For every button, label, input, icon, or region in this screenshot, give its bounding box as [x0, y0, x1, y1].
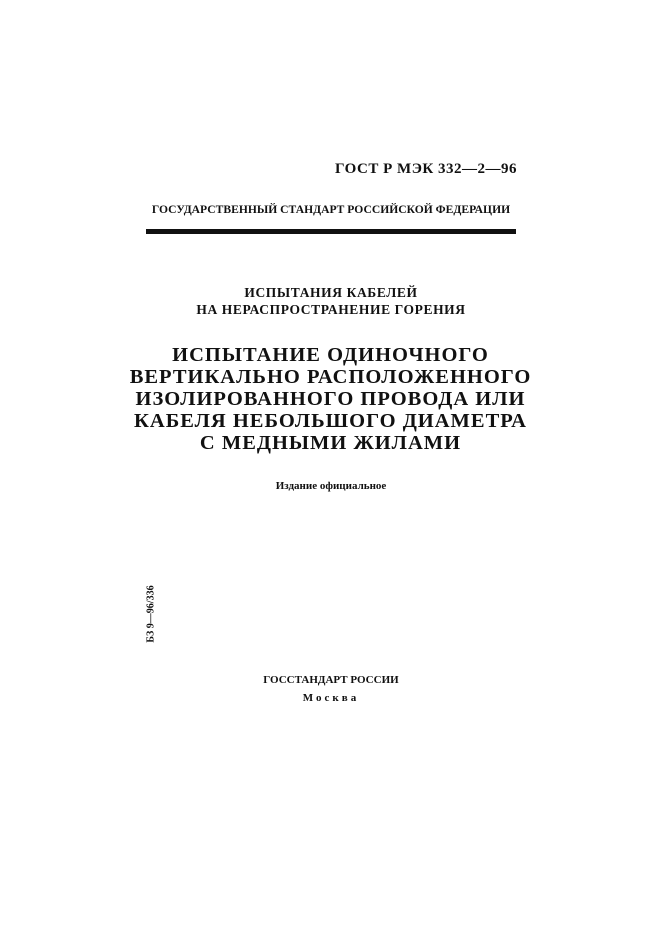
- edition-note: Издание официальное: [275, 480, 387, 492]
- publisher-name: ГОССТАНДАРТ РОССИИ: [263, 674, 399, 686]
- organization-title: ГОСУДАРСТВЕННЫЙ СТАНДАРТ РОССИЙСКОЙ ФЕДЕРАЦИИ: [151, 203, 511, 216]
- publisher-city: Москва: [302, 692, 360, 704]
- main-title-line: ВЕРТИКАЛЬНО РАСПОЛОЖЕННОГО: [129, 366, 532, 388]
- main-title-line: С МЕДНЫМИ ЖИЛАМИ: [199, 432, 462, 454]
- main-title-line: ИЗОЛИРОВАННОГО ПРОВОДА ИЛИ: [135, 388, 526, 410]
- main-title-line: ИСПЫТАНИЕ ОДИНОЧНОГО: [172, 344, 489, 366]
- series-title-line: НА НЕРАСПРОСТРАНЕНИЕ ГОРЕНИЯ: [196, 302, 466, 317]
- side-code-label: БЗ 9—96/336: [145, 585, 157, 643]
- document-number: ГОСТ Р МЭК 332—2—96: [335, 161, 517, 177]
- header-rule: [146, 229, 516, 234]
- series-title-line: ИСПЫТАНИЯ КАБЕЛЕЙ: [244, 285, 418, 300]
- main-title-line: КАБЕЛЯ НЕБОЛЬШОГО ДИАМЕТРА: [134, 410, 527, 432]
